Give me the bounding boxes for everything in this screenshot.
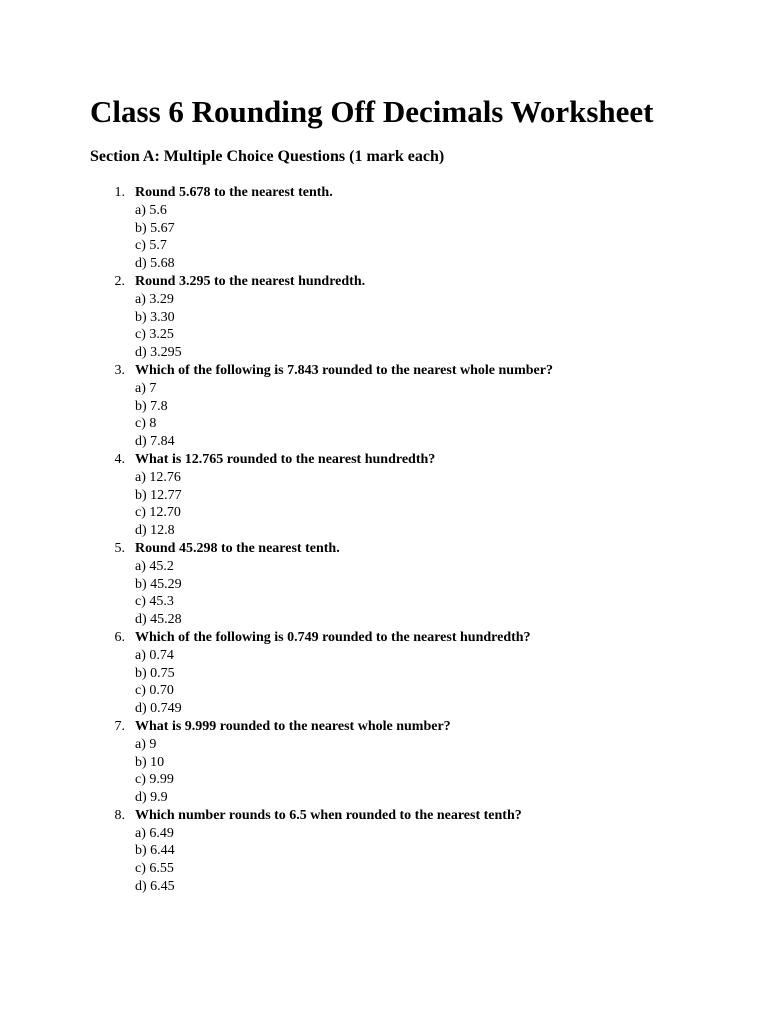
- question-3: [0, 362, 768, 451]
- option-a: a) 0.74: [135, 647, 174, 663]
- question-number: 5.: [114, 540, 125, 556]
- option-d: d) 45.28: [135, 612, 182, 628]
- option-c: c) 12.70: [135, 505, 181, 521]
- option-c: c) 8: [135, 416, 157, 432]
- option-b: b) 12.77: [135, 487, 182, 503]
- question-6: [0, 629, 768, 718]
- option-d: d) 12.8: [135, 523, 175, 539]
- option-d: d) 6.45: [135, 879, 175, 895]
- question-number: 8.: [114, 807, 125, 823]
- option-d: d) 7.84: [135, 434, 175, 450]
- option-c: c) 6.55: [135, 861, 174, 877]
- question-text: Round 3.295 to the nearest hundredth.: [135, 273, 366, 289]
- option-b: b) 3.30: [135, 309, 175, 325]
- option-a: a) 5.6: [135, 202, 167, 218]
- option-c: c) 9.99: [135, 772, 174, 788]
- option-c: c) 5.7: [135, 238, 167, 254]
- question-number: 4.: [114, 451, 125, 467]
- option-b: b) 6.44: [135, 843, 175, 859]
- question-text: Which of the following is 7.843 rounded to the nearest whole number?: [135, 362, 553, 378]
- question-number: 7.: [114, 718, 125, 734]
- question-8: [0, 807, 768, 896]
- option-a: a) 9: [135, 736, 157, 752]
- question-text: Round 45.298 to the nearest tenth.: [135, 540, 340, 556]
- option-d: d) 9.9: [135, 790, 168, 806]
- option-b: b) 7.8: [135, 398, 168, 414]
- option-d: d) 3.295: [135, 345, 182, 361]
- question-text: What is 9.999 rounded to the nearest whole number?: [135, 718, 451, 734]
- page-title: Class 6 Rounding Off Decimals Worksheet: [90, 94, 654, 129]
- question-7: [0, 718, 768, 807]
- question-text: Round 5.678 to the nearest tenth.: [135, 185, 333, 200]
- option-c: c) 45.3: [135, 594, 174, 610]
- option-a: a) 6.49: [135, 825, 174, 841]
- option-b: b) 10: [135, 754, 165, 770]
- question-text: Which of the following is 0.749 rounded to the nearest hundredth?: [135, 629, 531, 645]
- question-2: [0, 273, 768, 362]
- question-text: What is 12.765 rounded to the nearest hundredth?: [135, 451, 436, 467]
- option-a: a) 7: [135, 380, 157, 396]
- option-b: b) 45.29: [135, 576, 182, 592]
- question-text: Which number rounds to 6.5 when rounded to the nearest tenth?: [135, 807, 522, 823]
- option-b: b) 5.67: [135, 220, 175, 236]
- option-a: a) 45.2: [135, 558, 174, 574]
- section-heading: Section A: Multiple Choice Questions (1 mark each): [90, 148, 445, 165]
- question-number: 3.: [114, 362, 125, 378]
- question-number: 6.: [114, 629, 125, 645]
- question-number: 1.: [114, 185, 125, 200]
- option-d: d) 5.68: [135, 256, 175, 272]
- question-4: [0, 451, 768, 540]
- question-number: 2.: [114, 273, 125, 289]
- option-d: d) 0.749: [135, 701, 182, 717]
- option-c: c) 3.25: [135, 327, 174, 343]
- option-a: a) 12.76: [135, 469, 181, 485]
- question-list: [0, 184, 768, 896]
- option-b: b) 0.75: [135, 665, 175, 681]
- option-c: c) 0.70: [135, 683, 174, 699]
- question-1: [0, 184, 768, 273]
- option-a: a) 3.29: [135, 291, 174, 307]
- question-5: [0, 540, 768, 629]
